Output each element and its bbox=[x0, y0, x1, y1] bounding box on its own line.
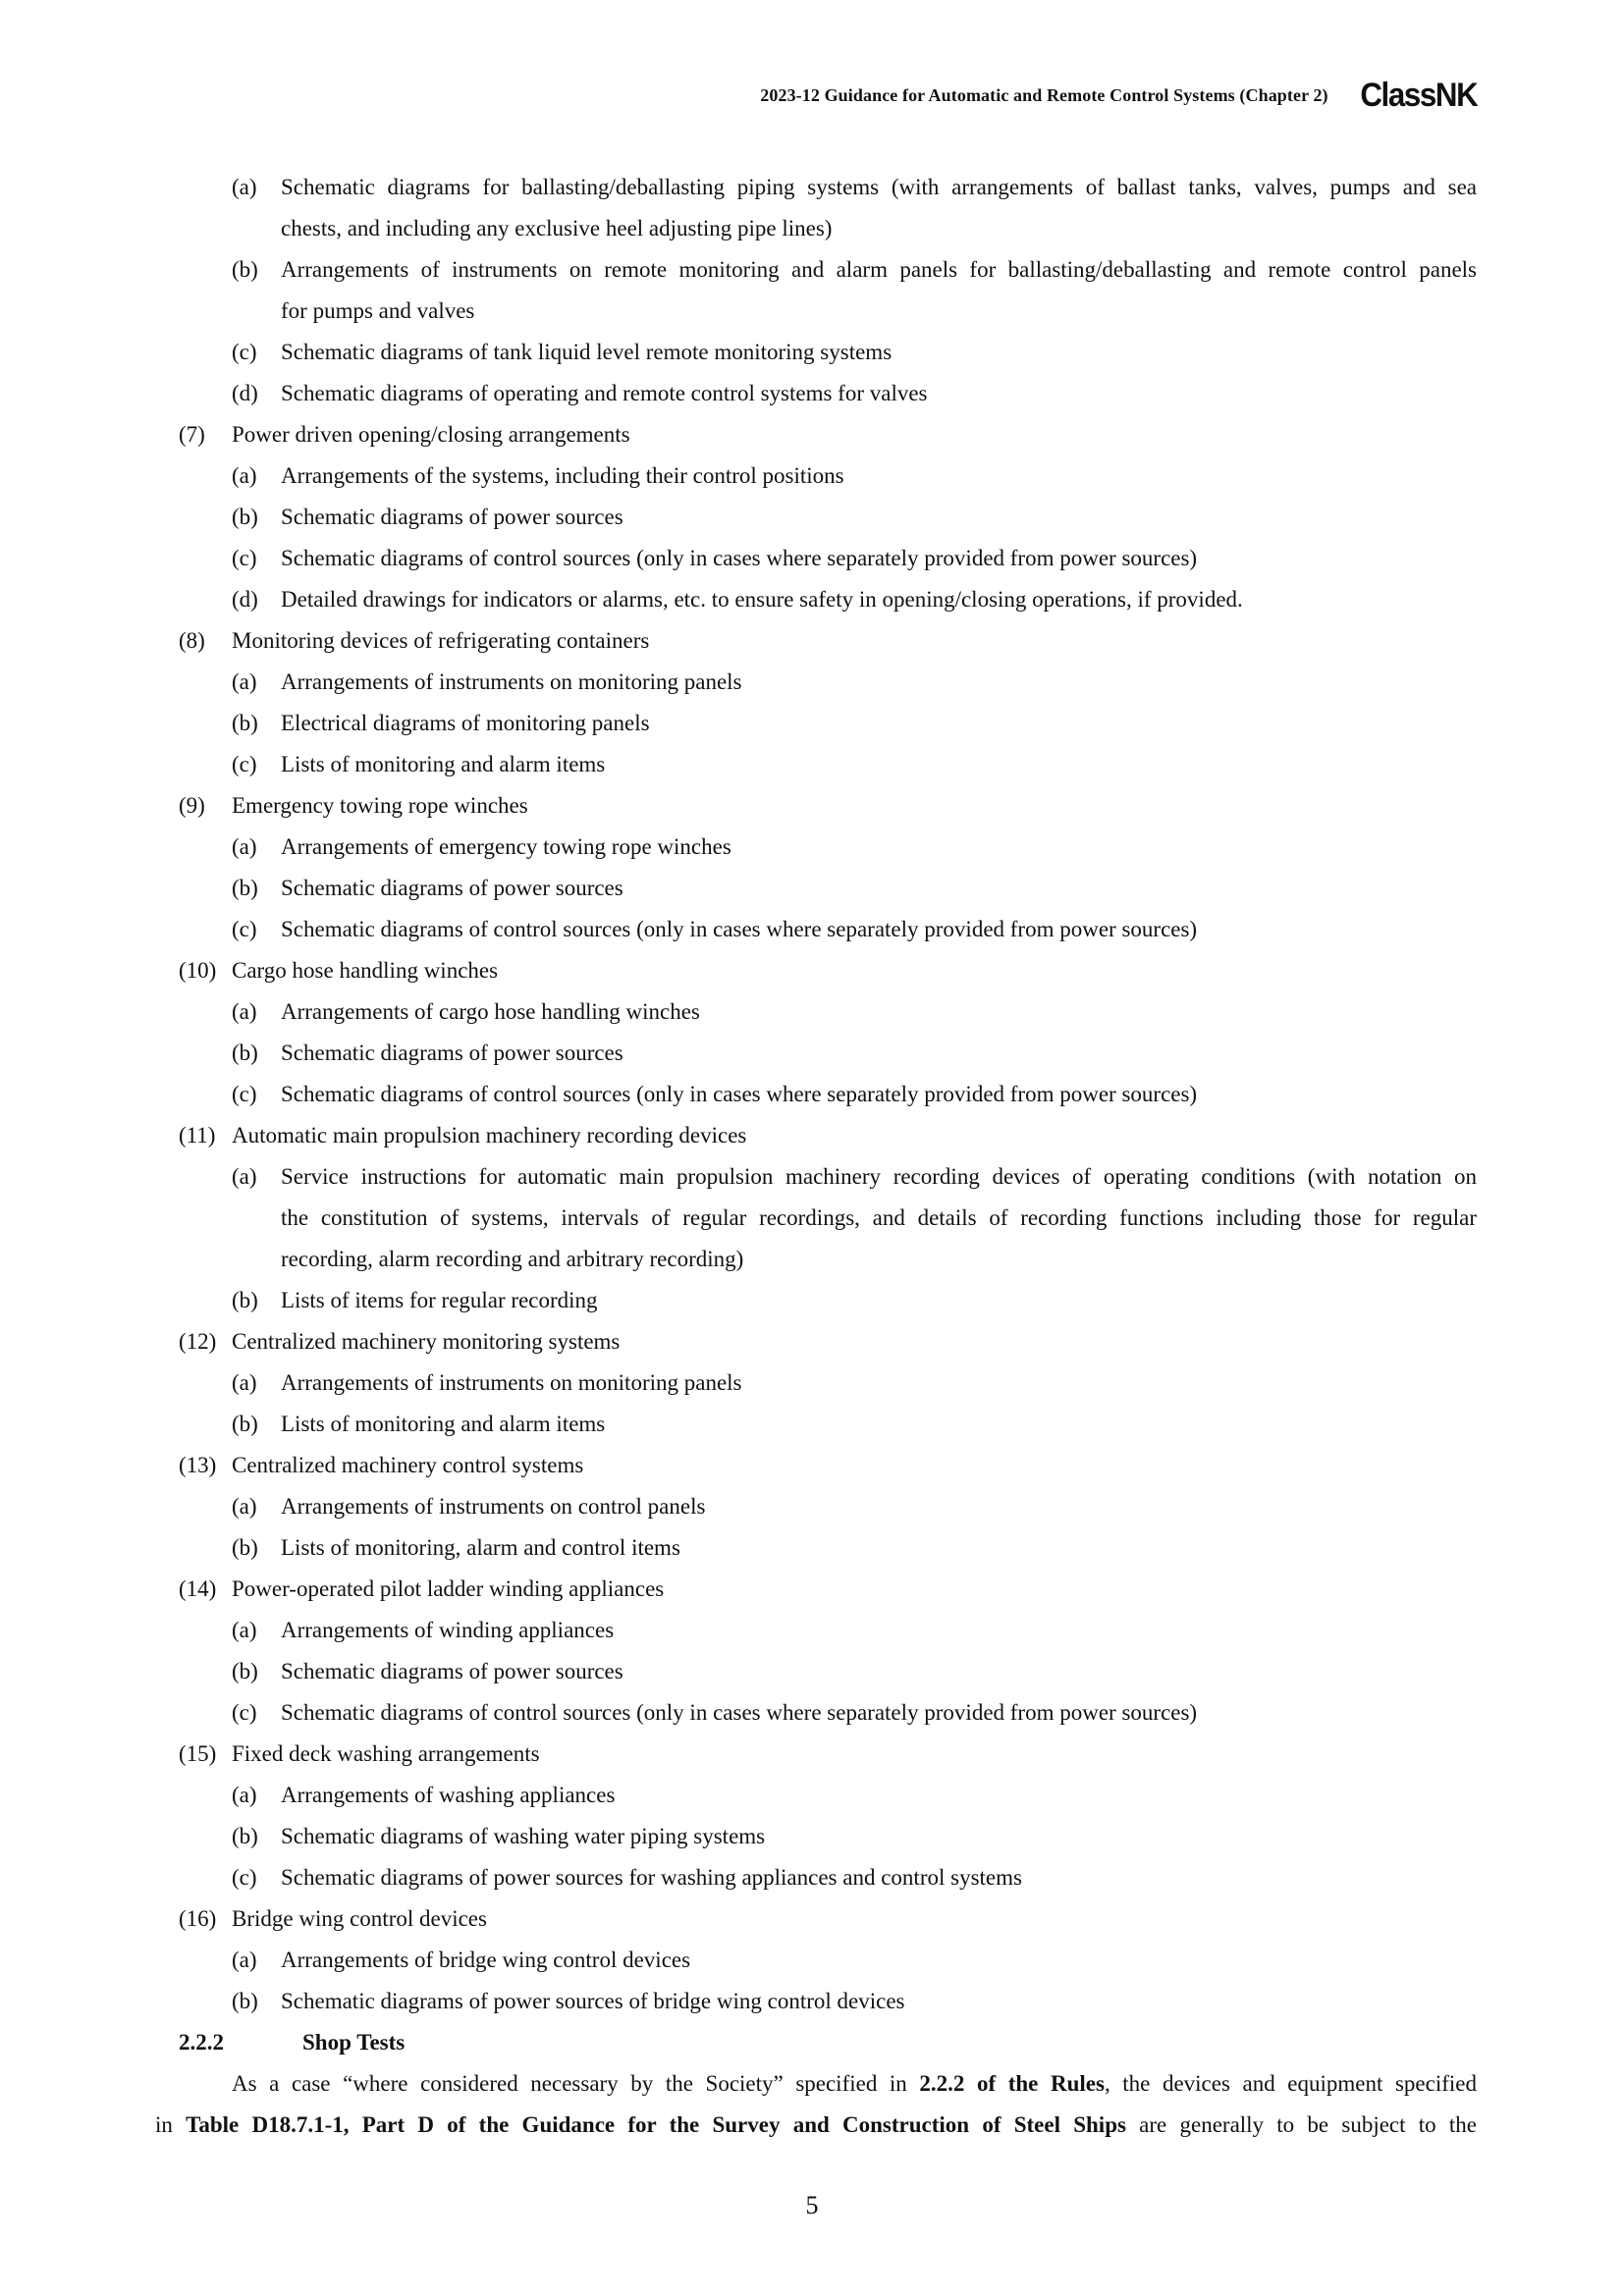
list-item: (a) Arrangements of washing appliances bbox=[232, 1783, 616, 1807]
list-item: (a) Arrangements of cargo hose handling winches bbox=[232, 999, 700, 1024]
list-item: (b) Lists of monitoring, alarm and control items bbox=[232, 1535, 680, 1560]
section-heading: 2.2.2 Shop Tests bbox=[179, 2030, 406, 2055]
list-heading: (8) Monitoring devices of refrigerating containers bbox=[179, 628, 650, 653]
list-item: (c) Lists of monitoring and alarm items bbox=[232, 752, 606, 776]
list-item: (b) Arrangements of instruments on remote monitoring and alarm panels for ballasting/deballasting and remote control panels bbox=[232, 257, 1477, 282]
list-item: (d) Schematic diagrams of operating and remote control systems for valves bbox=[232, 381, 928, 405]
list-item: (c) Schematic diagrams of tank liquid level remote monitoring systems bbox=[232, 340, 893, 364]
list-item: (a) Arrangements of winding appliances bbox=[232, 1618, 615, 1642]
list-item: (b) Lists of monitoring and alarm items bbox=[232, 1412, 606, 1436]
list-heading: (13) Centralized machinery control systems bbox=[179, 1453, 584, 1477]
list-item: (c) Schematic diagrams of control sources (only in cases where separately provided from power sources) bbox=[232, 1082, 1198, 1106]
list-heading: (11) Automatic main propulsion machinery recording devices bbox=[179, 1123, 747, 1148]
list-item-continuation: chests, and including any exclusive heel adjusting pipe lines) bbox=[281, 216, 833, 240]
list-heading: (9) Emergency towing rope winches bbox=[179, 793, 528, 818]
header-title: 2023-12 Guidance for Automatic and Remote Control Systems (Chapter 2) bbox=[760, 85, 1328, 105]
paragraph-line: As a case “where considered necessary by the Society” specified in 2.2.2 of the Rules, the devices and equipment specified bbox=[232, 2071, 1477, 2096]
list-item: (b) Schematic diagrams of power sources bbox=[232, 1041, 623, 1065]
list-item-continuation: recording, alarm recording and arbitrary recording) bbox=[281, 1247, 744, 1271]
list-item: (b) Lists of items for regular recording bbox=[232, 1288, 598, 1312]
page-number: 5 bbox=[805, 2191, 819, 2219]
list-item: (a) Arrangements of instruments on control panels bbox=[232, 1494, 706, 1519]
list-item: (c) Schematic diagrams of control sources (only in cases where separately provided from power sources) bbox=[232, 546, 1198, 570]
list-item: (b) Electrical diagrams of monitoring panels bbox=[232, 711, 650, 735]
list-heading: (15) Fixed deck washing arrangements bbox=[179, 1741, 540, 1766]
list-item: (d) Detailed drawings for indicators or alarms, etc. to ensure safety in opening/closing operations, if provided. bbox=[232, 587, 1243, 612]
list-item: (c) Schematic diagrams of control sources (only in cases where separately provided from power sources) bbox=[232, 1700, 1198, 1725]
list-heading: (14) Power-operated pilot ladder winding appliances bbox=[179, 1576, 665, 1601]
list-item-continuation: the constitution of systems, intervals of regular recordings, and details of recording functions including those for regular bbox=[281, 1205, 1477, 1230]
list-item-continuation: for pumps and valves bbox=[281, 298, 475, 323]
list-item: (a) Arrangements of instruments on monitoring panels bbox=[232, 669, 742, 694]
list-heading: (10) Cargo hose handling winches bbox=[179, 958, 499, 983]
list-item: (b) Schematic diagrams of power sources bbox=[232, 1659, 623, 1683]
list-heading: (12) Centralized machinery monitoring systems bbox=[179, 1329, 621, 1354]
list-heading: (7) Power driven opening/closing arrangements bbox=[179, 422, 630, 447]
classnk-logo: ClassNK bbox=[1360, 77, 1477, 114]
list-item: (a) Arrangements of bridge wing control devices bbox=[232, 1948, 691, 1972]
list-item: (a) Arrangements of instruments on monitoring panels bbox=[232, 1370, 742, 1395]
list-heading: (16) Bridge wing control devices bbox=[179, 1906, 487, 1931]
page-header bbox=[760, 77, 1477, 115]
list-item: (a) Schematic diagrams for ballasting/deballasting piping systems (with arrangements of ballast tanks, valves, pumps and sea bbox=[232, 175, 1477, 199]
list-item: (c) Schematic diagrams of power sources for washing appliances and control systems bbox=[232, 1865, 1022, 1890]
list-item: (a) Arrangements of the systems, including their control positions bbox=[232, 463, 844, 488]
list-item: (a) Service instructions for automatic main propulsion machinery recording devices of operating conditions (with notation on bbox=[232, 1164, 1477, 1189]
list-item: (b) Schematic diagrams of power sources bbox=[232, 876, 623, 900]
list-item: (a) Arrangements of emergency towing rope winches bbox=[232, 834, 731, 859]
list-item: (b) Schematic diagrams of power sources bbox=[232, 505, 623, 529]
list-item: (b) Schematic diagrams of power sources of bridge wing control devices bbox=[232, 1989, 905, 2013]
list-item: (b) Schematic diagrams of washing water piping systems bbox=[232, 1824, 766, 1848]
paragraph-line: in Table D18.7.1-1, Part D of the Guidance for the Survey and Construction of Steel Ships are generally to be subject to the bbox=[155, 2112, 1477, 2137]
list-item: (c) Schematic diagrams of control sources (only in cases where separately provided from power sources) bbox=[232, 917, 1198, 941]
